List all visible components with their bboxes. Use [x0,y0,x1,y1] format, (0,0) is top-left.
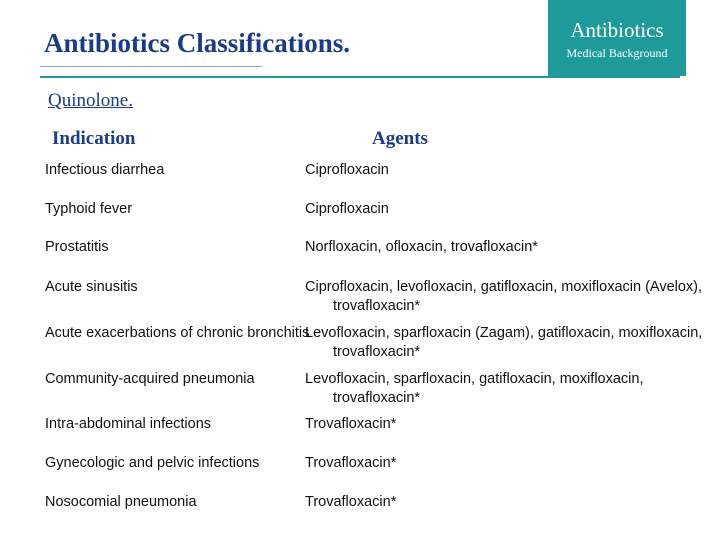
agents-cell: Norfloxacin, ofloxacin, trovafloxacin* [305,239,538,255]
badge-subtitle: Medical Background [566,46,668,60]
page-title: Antibiotics Classifications. [44,28,351,58]
indication-cell: Gynecologic and pelvic infections [45,455,260,471]
indication-cell: Acute exacerbations of chronic bronchitis [45,325,310,341]
header-divider [40,76,680,78]
agents-cell: Ciprofloxacin, levofloxacin, gatifloxacin, moxifloxacin (Avelox), trovafloxacin* [305,279,703,314]
indication-cell: Nosocomial pneumonia [45,494,197,510]
agents-cell: Levofloxacin, sparfloxacin, gatifloxacin, moxifloxacin, trovafloxacin* [305,371,644,406]
agents-cell: Trovafloxacin* [305,494,397,510]
agents-cell: Trovafloxacin* [305,455,397,471]
agents-cell: Trovafloxacin* [305,416,397,432]
agents-cell: Ciprofloxacin [305,162,389,178]
column-header-indication: Indication [52,128,136,149]
indication-cell: Intra-abdominal infections [45,416,212,432]
title-underline [40,66,262,67]
indication-cell: Infectious diarrhea [45,162,165,178]
column-header-agents: Agents [372,128,428,149]
agents-cell: Ciprofloxacin [305,201,389,217]
section-heading: Quinolone. [48,90,133,111]
indication-cell: Typhoid fever [45,201,133,217]
agents-cell: Levofloxacin, sparfloxacin (Zagam), gatifloxacin, moxifloxacin, trovafloxacin* [305,325,703,360]
indication-cell: Acute sinusitis [45,279,138,295]
indication-cell: Prostatitis [45,239,109,255]
indication-cell: Community-acquired pneumonia [45,371,255,387]
topic-badge [548,0,686,76]
badge-title: Antibiotics [570,18,664,42]
